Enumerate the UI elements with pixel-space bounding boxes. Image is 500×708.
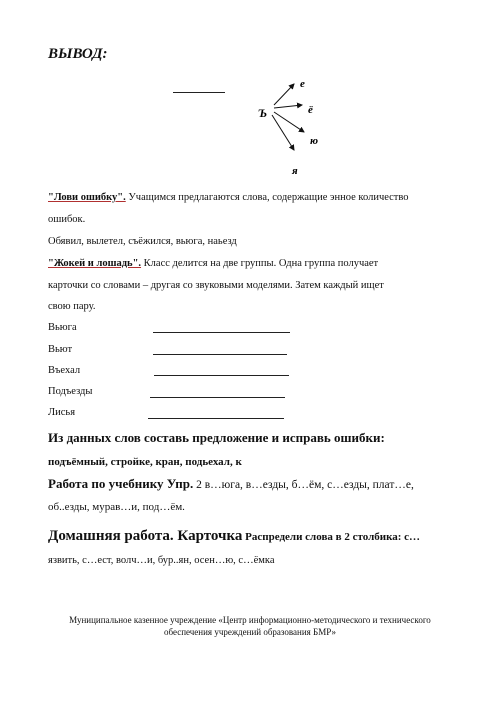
task1-heading: Из данных слов составь предложение и исправь ошибки: bbox=[48, 430, 385, 445]
task3-text2: язвить, с…ест, волч…и, бур..ян, осен…ю, с…ёмка bbox=[48, 555, 275, 566]
word-item-1: Вьюга bbox=[48, 322, 77, 333]
game2-name: "Жокей и лошадь". bbox=[48, 258, 142, 269]
task3-heading: Домашняя работа. Карточка bbox=[48, 528, 243, 544]
answer-blank-1 bbox=[153, 332, 290, 333]
game1-name: "Лови ошибку". bbox=[48, 192, 126, 203]
game1-text1: Учащимся предлагаются слова, содержащие энное количество bbox=[125, 192, 409, 203]
diagram-target-yo: ё bbox=[308, 104, 313, 116]
task3-line1 bbox=[48, 527, 420, 545]
task3-subheading: Распредели слова в 2 столбика: с… bbox=[242, 531, 421, 543]
game2-text1: Класс делится на две группы. Одна группа получает bbox=[141, 258, 379, 269]
footer bbox=[40, 614, 460, 638]
word-item-5: Лисья bbox=[48, 407, 76, 418]
answer-blank-5 bbox=[148, 418, 284, 419]
letter-diagram bbox=[250, 70, 330, 180]
game2-text3: свою пару. bbox=[48, 301, 96, 312]
diagram-target-e: е bbox=[300, 78, 305, 90]
task2-heading: Работа по учебнику Упр. bbox=[48, 476, 194, 491]
answer-blank-3 bbox=[154, 375, 289, 376]
task2-text1: 2 в…юга, в…езды, б…ём, с…езды, плат…е, bbox=[193, 479, 414, 491]
task2-text2: об..езды, мурав…и, под…ём. bbox=[48, 501, 185, 513]
answer-blank-4 bbox=[150, 397, 285, 398]
footer-line1: Муниципальное казенное учреждение «Центр информационно-методического и технического bbox=[69, 615, 431, 625]
task2-line1 bbox=[48, 476, 414, 492]
task1-words: подъёмный, стройке, кран, подьехал, к bbox=[48, 456, 242, 468]
footer-line2: обеспечения учреждений образования БМР» bbox=[164, 627, 336, 637]
diagram-target-ya: я bbox=[292, 165, 298, 177]
answer-blank-2 bbox=[153, 354, 287, 355]
word-item-4: Подъезды bbox=[48, 386, 93, 397]
title-rule bbox=[173, 92, 225, 93]
word-item-2: Вьют bbox=[48, 344, 73, 355]
game1-text2: ошибок. bbox=[48, 214, 86, 225]
game1-line1 bbox=[48, 192, 409, 203]
word-item-3: Въехал bbox=[48, 365, 81, 376]
page-title: ВЫВОД: bbox=[48, 46, 108, 62]
diagram-source-letter: Ъ bbox=[258, 106, 268, 120]
game1-words: Обявил, вылетел, съёжился, вьюга, наьезд bbox=[48, 236, 237, 247]
game2-text2: карточки со словами – другая со звуковыми моделями. Затем каждый ищет bbox=[48, 280, 384, 291]
game2-line1 bbox=[48, 258, 378, 269]
diagram-target-yu: ю bbox=[310, 135, 319, 147]
